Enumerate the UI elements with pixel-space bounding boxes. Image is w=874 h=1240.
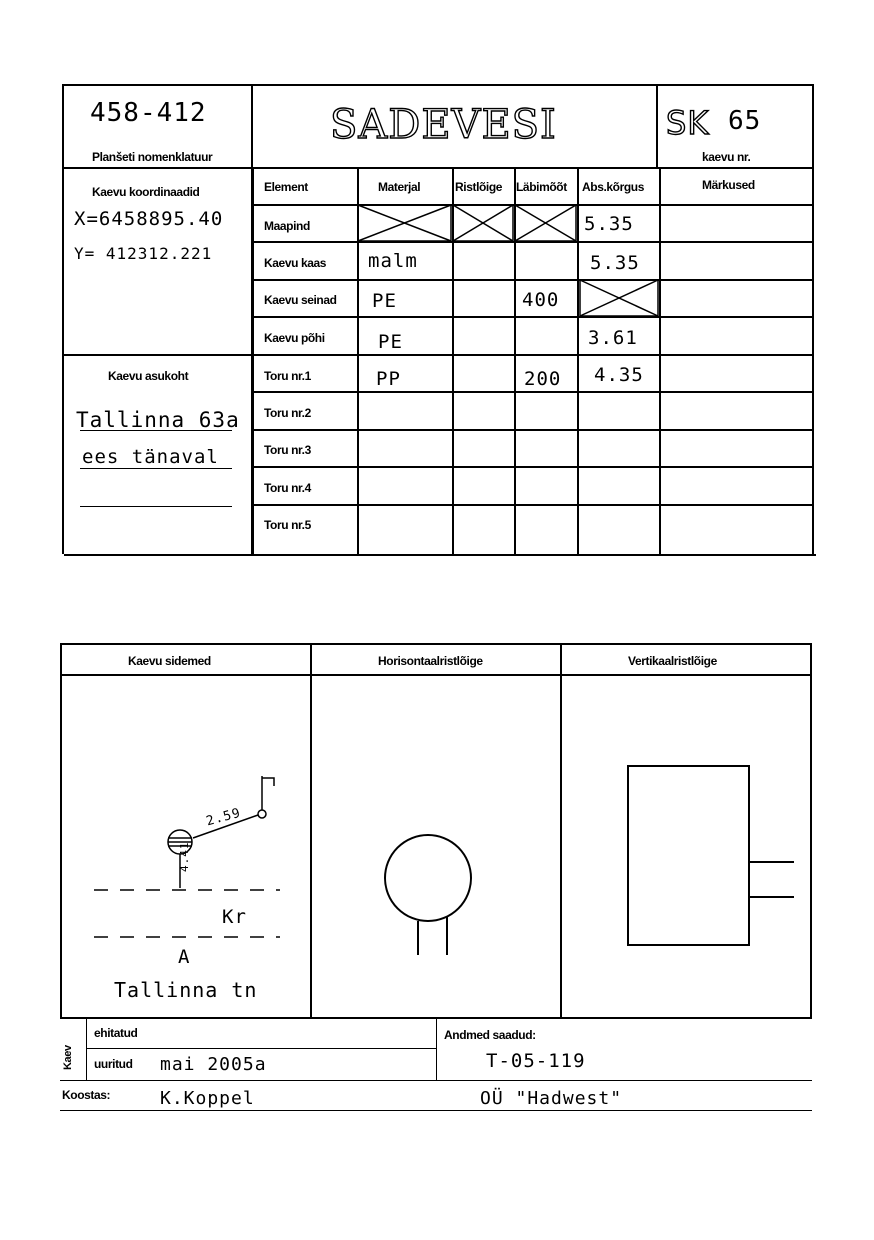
sheet-label: Planšeti nomenklatuur <box>92 150 213 164</box>
data-source-label: Andmed saadud: <box>444 1028 536 1042</box>
cell-material: PP <box>376 368 401 390</box>
built-label: ehitatud <box>94 1026 138 1040</box>
cell-diameter: 400 <box>522 289 560 311</box>
cell-material: PE <box>378 331 403 353</box>
cell-diameter: 200 <box>524 368 562 390</box>
kr-label: Kr <box>222 906 247 928</box>
row-label: Toru nr.5 <box>264 518 311 532</box>
data-source-value: T-05-119 <box>486 1050 586 1072</box>
well-number: 65 <box>728 106 762 136</box>
coordinate-y: Y= 412312.221 <box>74 244 213 263</box>
row-label: Toru nr.2 <box>264 406 311 420</box>
row-label: Maapind <box>264 219 310 233</box>
coordinate-x: X=6458895.40 <box>74 208 224 230</box>
location-line2: ees tänaval <box>82 446 219 468</box>
section-label: Kaevu sidemed <box>128 654 211 668</box>
cell-height: 4.35 <box>594 364 644 386</box>
col-header-height: Abs.kõrgus <box>582 180 645 194</box>
cell-height: 5.35 <box>590 252 640 274</box>
col-header-notes: Märkused <box>702 178 755 192</box>
section-label: Vertikaalristlõige <box>628 654 717 668</box>
page-title: SADEVESI <box>330 102 557 148</box>
offset-label: 4.41 <box>178 841 191 872</box>
cell-material: malm <box>368 250 418 272</box>
col-header-element: Element <box>264 180 308 194</box>
surveyed-label: uuritud <box>94 1057 133 1071</box>
street-label: Tallinna tn <box>114 978 258 1002</box>
company-value: OÜ "Hadwest" <box>480 1088 623 1109</box>
col-header-cross: Ristlõige <box>455 180 503 194</box>
side-label: Kaev <box>62 1045 74 1070</box>
row-label: Toru nr.3 <box>264 443 311 457</box>
col-header-material: Materjal <box>378 180 421 194</box>
row-label: Kaevu põhi <box>264 331 325 345</box>
cell-height: 5.35 <box>584 213 634 235</box>
cell-height: 3.61 <box>588 327 638 349</box>
row-label: Toru nr.4 <box>264 481 311 495</box>
a-label: A <box>178 946 191 968</box>
location-label: Kaevu asukoht <box>108 369 189 383</box>
location-line1: Tallinna 63a <box>76 408 240 432</box>
distance-label: 2.59 <box>204 805 243 830</box>
col-header-diameter: Läbimõõt <box>516 180 567 194</box>
coordinates-label: Kaevu koordinaadid <box>92 185 200 199</box>
author-label: Koostas: <box>62 1088 111 1102</box>
row-label: Kaevu seinad <box>264 293 337 307</box>
well-label: kaevu nr. <box>702 150 751 164</box>
section-label: Horisontaalristlõige <box>378 654 483 668</box>
row-label: Kaevu kaas <box>264 256 327 270</box>
surveyed-date: mai 2005a <box>160 1054 267 1075</box>
cell-material: PE <box>372 290 397 312</box>
author-value: K.Koppel <box>160 1088 255 1109</box>
row-label: Toru nr.1 <box>264 369 311 383</box>
well-prefix: SK <box>666 104 710 142</box>
sheet-number: 458-412 <box>90 98 207 128</box>
